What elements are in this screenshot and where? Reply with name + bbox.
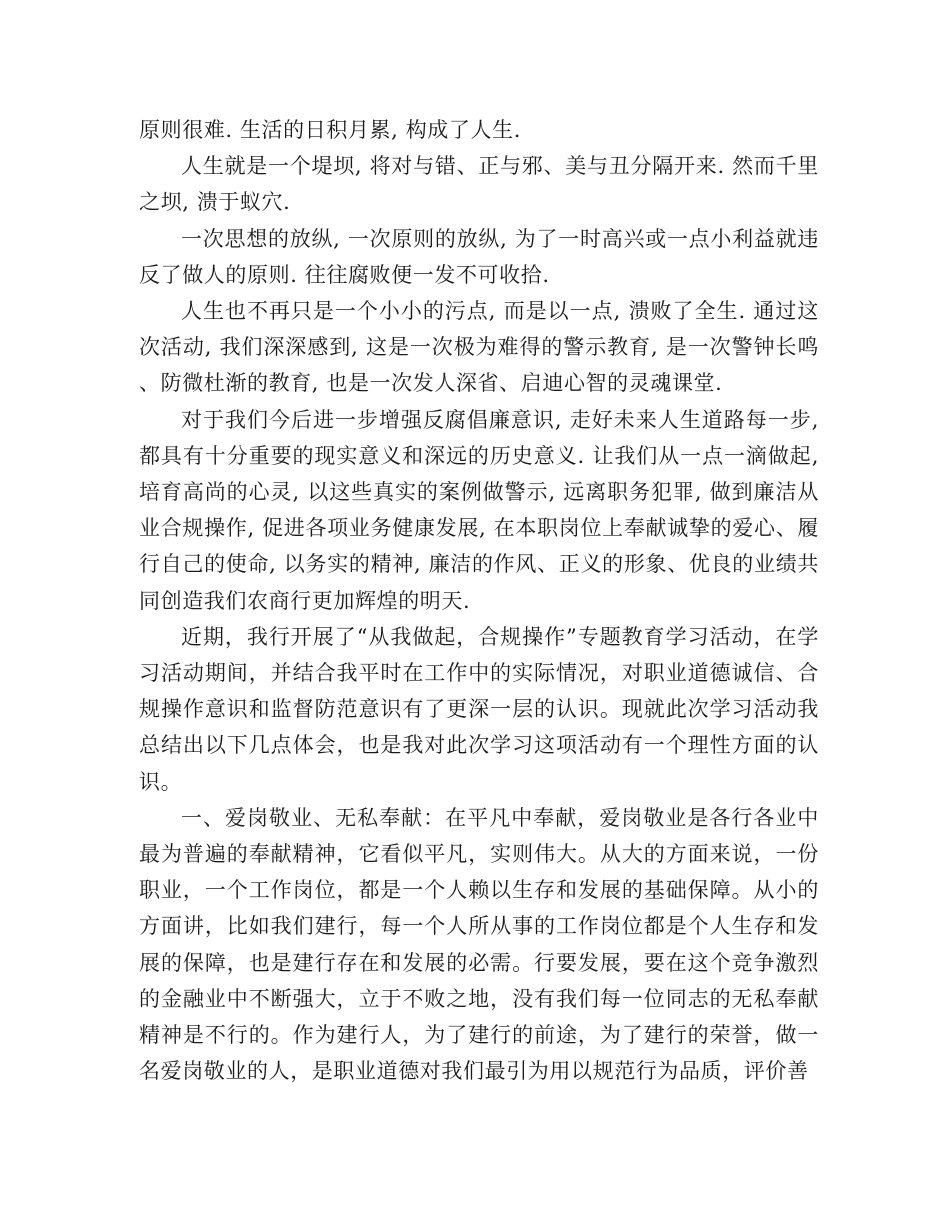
paragraph: 一次思想的放纵, 一次原则的放纵, 为了一时高兴或一点小利益就违反了做人的原则. 往往腐败便一发不可收拾. [139, 226, 819, 287]
document-body [139, 112, 819, 1089]
paragraph: 一、爱岗敬业、无私奉献：在平凡中奉献，爱岗敬业是各行各业中最为普遍的奉献精神，它看似平凡，实则伟大。从大的方面来说，一份职业，一个工作岗位，都是一个人赖以生存和发展的基础保障。从小的方面讲，比如我们建行，每一个人所从事的工作岗位都是个人生存和发展的保障，也是建行存在和发展的必需。行要发展，要在这个竞争激烈的金融业中不断强大，立于不败之地，没有我们每一位同志的无私奉献精神是不行的。作为建行人，为了建行的前途，为了建行的荣誉，做一名爱岗敬业的人，是职业道德对我们最引为用以规范行为品质，评价善 [139, 805, 819, 1084]
paragraph: 近期，我行开展了“从我做起，合规操作”专题教育学习活动，在学习活动期间，并结合我平时在工作中的实际情况，对职业道德诚信、合规操作意识和监督防范意识有了更深一层的认识。现就此次学习活动我总结出以下几点体会，也是我对此次学习这项活动有一个理性方面的认识。 [139, 624, 819, 794]
paragraph: 人生也不再只是一个小小的污点, 而是以一点, 溃败了全生. 通过这次活动, 我们深深感到, 这是一次极为难得的警示教育, 是一次警钟长鸣、防微杜渐的教育, 也是一次发人深省、启迪心智的灵魂课堂. [139, 299, 819, 396]
paragraph: 对于我们今后进一步增强反腐倡廉意识, 走好未来人生道路每一步, 都具有十分重要的现实意义和深远的历史意义. 让我们从一点一滴做起, 培育高尚的心灵, 以这些真实的案例做警示, 远离职务犯罪, 做到廉洁从业合规操作, 促进各项业务健康发展, 在本职岗位上奉献诚挚的爱心、履行自己的使命, 以务实的精神, 廉洁的作风、正义的形象、优良的业绩共同创造我们农商行更加辉煌的明天. [139, 407, 819, 613]
paragraph: 人生就是一个堤坝, 将对与错、正与邪、美与丑分隔开来. 然而千里之坝, 溃于蚁穴. [139, 154, 819, 215]
paragraph-continuation: 原则很难. 生活的日积月累, 构成了人生. [139, 118, 521, 142]
